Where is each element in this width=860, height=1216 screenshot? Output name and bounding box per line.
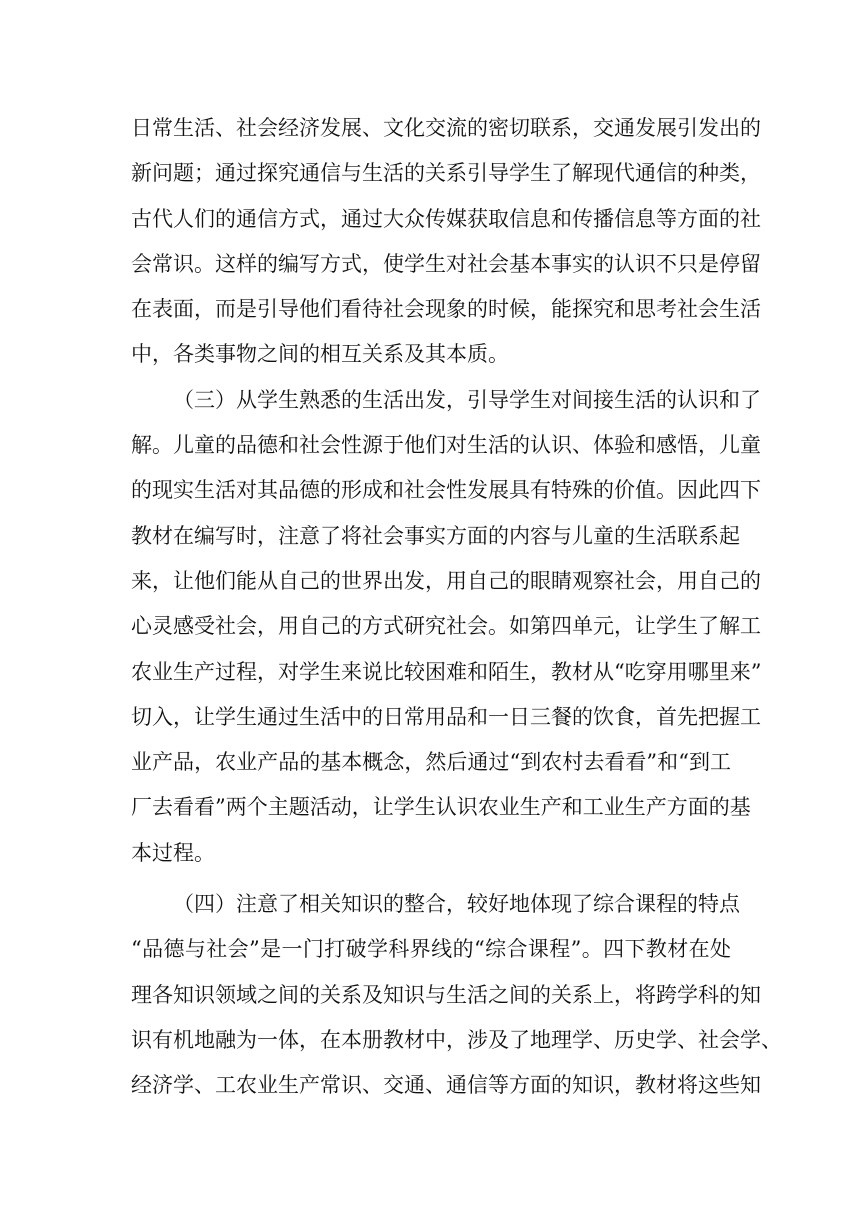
text-line: 来，让他们能从自己的世界出发，用自己的眼睛观察社会，用自己的 xyxy=(131,568,761,593)
text-line: 厂去看看”两个主题活动，让学生认识农业生产和工业生产方面的基 xyxy=(131,795,751,820)
paragraph-heading-3: （三）从学生熟悉的生活出发，引导学生对间接生活的认识和了 xyxy=(173,387,761,412)
text-line: 识有机地融为一体，在本册教材中，涉及了地理学、历史学、社会学、 xyxy=(131,1027,782,1052)
text-line: 会常识。这样的编写方式，使学生对社会基本事实的认识不只是停留 xyxy=(131,251,761,276)
text-line: 业产品，农业产品的基本概念，然后通过“到农村去看看”和“到工 xyxy=(131,750,731,775)
text-line: 古代人们的通信方式，通过大众传媒获取信息和传播信息等方面的社 xyxy=(131,206,761,231)
text-line: 在表面，而是引导他们看待社会现象的时候，能探究和思考社会生活 xyxy=(131,297,761,322)
text-line: 经济学、工农业生产常识、交通、通信等方面的知识，教材将这些知 xyxy=(131,1073,761,1098)
text-line: 中，各类事物之间的相互关系及其本质。 xyxy=(131,342,509,367)
text-line: 理各知识领域之间的关系及知识与生活之间的关系上，将跨学科的知 xyxy=(131,982,761,1007)
text-line: 解。儿童的品德和社会性源于他们对生活的认识、体验和感悟，儿童 xyxy=(131,433,761,458)
body-text xyxy=(131,106,782,1109)
text-line: “品德与社会”是一门打破学科界线的“综合课程”。四下教材在处 xyxy=(131,937,731,962)
text-line: 本过程。 xyxy=(131,840,215,865)
text-line: 心灵感受社会，用自己的方式研究社会。如第四单元，让学生了解工 xyxy=(131,614,761,639)
text-line: 新问题；通过探究通信与生活的关系引导学生了解现代通信的种类， xyxy=(131,161,761,186)
paragraph-heading-4: （四）注意了相关知识的整合，较好地体现了综合课程的特点 xyxy=(173,892,740,917)
text-line: 农业生产过程，对学生来说比较困难和陌生，教材从“吃穿用哪里来” xyxy=(131,659,762,684)
text-line: 日常生活、社会经济发展、文化交流的密切联系，交通发展引发出的 xyxy=(131,116,761,140)
text-line: 切入，让学生通过生活中的日常用品和一日三餐的饮食，首先把握工 xyxy=(131,704,761,729)
text-line: 教材在编写时，注意了将社会事实方面的内容与儿童的生活联系起 xyxy=(131,523,740,548)
text-line: 的现实生活对其品德的形成和社会性发展具有特殊的价值。因此四下 xyxy=(131,478,761,503)
